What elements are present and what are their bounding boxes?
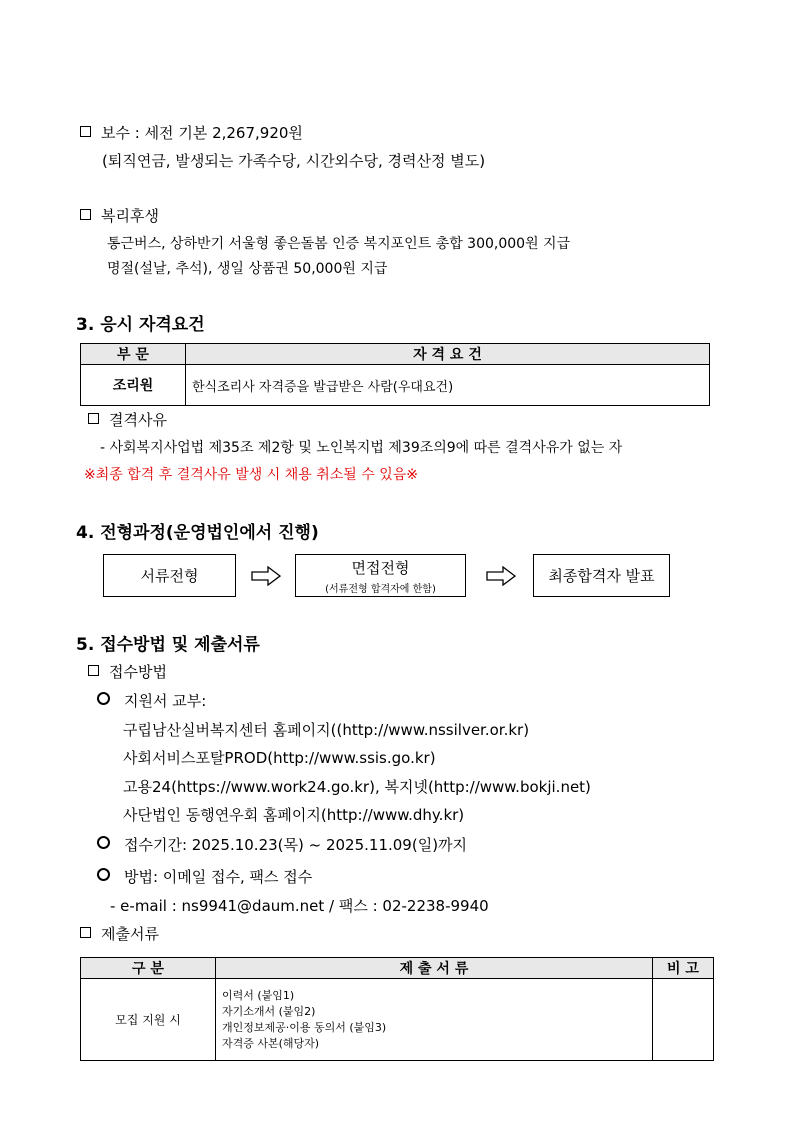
period-text: 접수기간: 2025.10.23(목) ~ 2025.11.09(일)까지 [124, 836, 468, 854]
checkbox-square-icon [80, 209, 91, 220]
checkbox-square-icon [88, 665, 99, 676]
docs-title: 제출서류 [101, 925, 159, 943]
site1: 구립남산실버복지센터 홈페이지((http://www.nssilver.or.kr) [123, 721, 530, 739]
checkbox-square-icon [88, 413, 99, 424]
docs-col-category: 구 분 [81, 958, 216, 979]
arrow-right-icon [486, 566, 516, 586]
section4-heading: 4. 전형과정(운영법인에서 진행) [76, 523, 319, 543]
distribution-line [97, 690, 206, 711]
qual-col-req: 자 격 요 건 [186, 344, 710, 365]
how-line [97, 866, 312, 887]
arrow-right-icon [251, 566, 281, 586]
checkbox-square-icon [80, 927, 91, 938]
section3-heading: 3. 응시 자격요건 [76, 315, 205, 335]
salary-note: (퇴직연금, 발생되는 가족수당, 시간외수당, 경력산정 별도) [102, 152, 486, 170]
distribution-title: 지원서 교부: [124, 692, 207, 710]
period-line [97, 834, 467, 855]
how-text: 방법: 이메일 접수, 팩스 접수 [124, 868, 313, 886]
circle-bullet-icon [97, 692, 110, 705]
doc-item-3: 개인정보제공·이용 동의서 (붙임3) [222, 1020, 387, 1034]
welfare-line1: 통근버스, 상하반기 서울형 좋은돌봄 인증 복지포인트 총합 300,000원 지급 [107, 236, 571, 252]
warning-text: ※최종 합격 후 결격사유 발생 시 채용 취소될 수 있음※ [84, 467, 418, 483]
step1-label: 서류전형 [140, 567, 199, 585]
doc-item-1: 이력서 (붙임1) [222, 988, 295, 1002]
step-interview [295, 554, 466, 597]
docs-remarks-cell [653, 979, 714, 1061]
docs-list-cell [216, 979, 653, 1061]
docs-title-line [80, 923, 159, 944]
doc-item-2: 자기소개서 (붙임2) [222, 1004, 316, 1018]
welfare-line2: 명절(설날, 추석), 생일 상품권 50,000원 지급 [107, 261, 388, 277]
disq-title: 결격사유 [109, 411, 167, 429]
documents-table [80, 957, 714, 1061]
qual-col-dept: 부 문 [81, 344, 186, 365]
salary-title-line [80, 122, 303, 143]
checkbox-square-icon [80, 126, 91, 137]
welfare-title-line [80, 205, 159, 226]
site3: 고용24(https://www.work24.go.kr), 복지넷(http://www.bokji.net) [123, 778, 591, 796]
step2-label: 면접전형 [351, 558, 410, 577]
doc-item-4: 자격증 사본(해당자) [222, 1036, 320, 1050]
qual-dept-cell: 조리원 [81, 365, 186, 406]
disq-title-line [88, 409, 167, 430]
circle-bullet-icon [97, 868, 110, 881]
circle-bullet-icon [97, 836, 110, 849]
docs-row-label: 모집 지원 시 [81, 979, 216, 1061]
qualification-table [80, 343, 710, 406]
site2: 사회서비스포탈PROD(http://www.ssis.go.kr) [123, 749, 436, 767]
qual-req-cell: 한식조리사 자격증을 발급받은 사람(우대요건) [186, 365, 710, 406]
step2-sublabel: (서류전형 합격자에 한함) [325, 583, 436, 595]
contact-text: - e-mail : ns9941@daum.net / 팩스 : 02-2238-9940 [110, 897, 489, 915]
docs-col-documents: 제 출 서 류 [216, 958, 653, 979]
step3-label: 최종합격자 발표 [548, 567, 655, 585]
salary-title: 보수 : 세전 기본 2,267,920원 [101, 124, 303, 142]
welfare-title: 복리후생 [101, 207, 159, 225]
section5-heading: 5. 접수방법 및 제출서류 [76, 635, 260, 655]
site4: 사단법인 동행연우회 홈페이지(http://www.dhy.kr) [123, 806, 465, 824]
step-final-announcement [533, 554, 670, 597]
disq-text: - 사회복지사업법 제35조 제2항 및 노인복지법 제39조의9에 따른 결격사유가 없는 자 [100, 440, 623, 456]
method-title-line [88, 661, 167, 682]
docs-col-remarks: 비 고 [653, 958, 714, 979]
method-title: 접수방법 [109, 663, 167, 681]
step-document-screening [103, 554, 236, 597]
